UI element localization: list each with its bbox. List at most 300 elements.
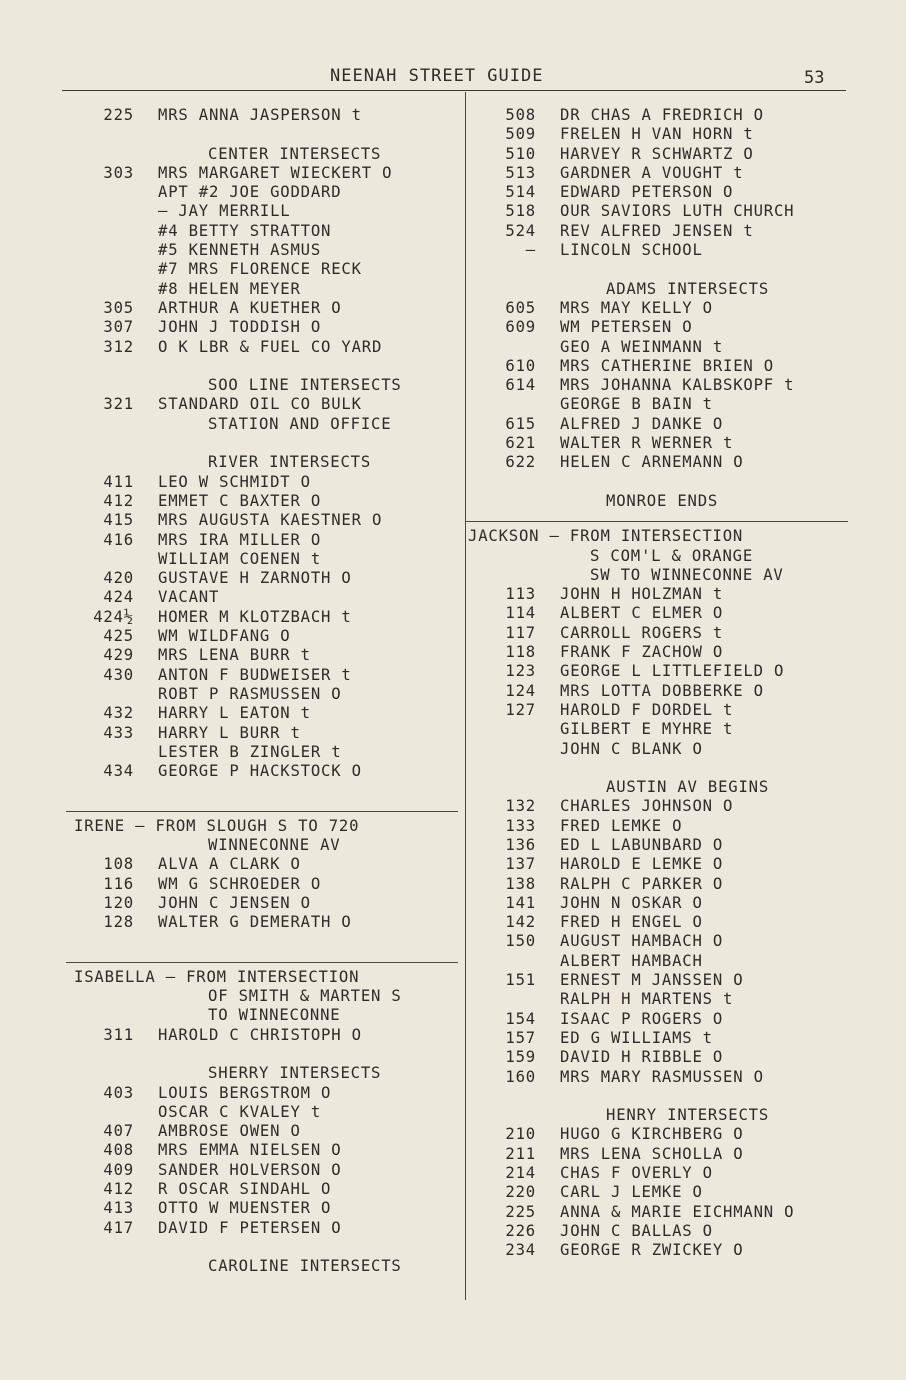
listing-row [466, 1203, 846, 1222]
resident-name: MRS LENA BURR t [158, 646, 311, 665]
resident-name: HARVEY R SCHWARTZ O [560, 144, 754, 163]
continuation-line: WINNECONNE AV [208, 835, 341, 854]
resident-name: MRS JOHANNA KALBSKOPF t [560, 376, 795, 395]
resident-name: CARL J LEMKE O [560, 1183, 703, 1202]
house-number: 524 [505, 221, 536, 240]
listing-row [62, 646, 460, 665]
listing-row [466, 376, 846, 395]
spacer [466, 260, 846, 279]
listing-row [62, 222, 460, 241]
listing-row [62, 704, 460, 723]
listing-row [62, 260, 460, 279]
listing-row [62, 1084, 460, 1103]
house-number: 415 [103, 511, 134, 530]
resident-name: RALPH C PARKER O [560, 874, 724, 893]
listing-row [62, 511, 460, 530]
house-number: 133 [505, 816, 536, 835]
listing-row [62, 1180, 460, 1199]
resident-name: ARTHUR A KUETHER O [158, 298, 342, 317]
house-number: 321 [103, 395, 134, 414]
intersection-heading: HENRY INTERSECTS [606, 1106, 770, 1125]
house-number: 141 [505, 893, 536, 912]
resident-name: MRS LOTTA DOBBERKE O [560, 681, 764, 700]
spacer [62, 1045, 460, 1064]
house-number: 305 [103, 298, 134, 317]
resident-name: DR CHAS A FREDRICH O [560, 106, 764, 124]
house-number: 407 [103, 1122, 134, 1141]
spacer [62, 781, 460, 800]
house-number [466, 990, 536, 1009]
listing-row [466, 1010, 846, 1029]
resident-name: WM G SCHROEDER O [158, 874, 322, 893]
spacer [466, 1087, 846, 1106]
listing-row [62, 1161, 460, 1180]
listing-row [466, 1125, 846, 1144]
house-number: 307 [103, 318, 134, 337]
intersection-heading: MONROE ENDS [606, 491, 719, 510]
house-number [62, 260, 134, 279]
spacer [62, 932, 460, 951]
listing-row [466, 1048, 846, 1067]
listing-row [466, 125, 846, 144]
house-number: 615 [505, 414, 536, 433]
resident-name: ANTON F BUDWEISER t [158, 665, 352, 684]
house-number [62, 222, 134, 241]
listing-row [466, 797, 846, 816]
spacer [466, 473, 846, 492]
house-number: — [525, 241, 536, 260]
intersection-heading: SHERRY INTERSECTS [208, 1064, 382, 1083]
house-number [62, 1103, 134, 1122]
resident-name: HUGO G KIRCHBERG O [560, 1125, 744, 1144]
listing-row [62, 473, 460, 492]
resident-name: OUR SAVIORS LUTH CHURCH [560, 202, 795, 221]
listing-row [466, 145, 846, 164]
house-number: 123 [505, 662, 536, 681]
house-number: 137 [505, 855, 536, 874]
house-number: 142 [505, 913, 536, 932]
listing-row [466, 1241, 846, 1260]
house-number [62, 685, 134, 704]
section-rule [466, 521, 848, 522]
resident-name: EMMET C BAXTER O [158, 491, 322, 510]
house-number: 225 [505, 1202, 536, 1221]
listing-row [466, 971, 846, 990]
page-number: 53 [804, 68, 825, 88]
section-rule [66, 962, 458, 963]
resident-name: SANDER HOLVERSON O [158, 1160, 342, 1179]
resident-name: VACANT [158, 588, 220, 607]
house-number: 108 [103, 855, 134, 874]
listing-row [466, 106, 846, 125]
resident-name: #8 HELEN MEYER [158, 279, 301, 298]
house-number: 412 [103, 1180, 134, 1199]
listing-row [466, 1068, 846, 1087]
listing-row [466, 585, 846, 604]
listing-row [466, 952, 846, 971]
resident-name: MRS CATHERINE BRIEN O [560, 356, 774, 375]
resident-name: MRS MARGARET WIECKERT O [158, 163, 393, 182]
house-number [62, 202, 134, 221]
spacer [62, 357, 460, 376]
resident-name: ALFRED J DANKE O [560, 414, 724, 433]
listing-row [466, 1164, 846, 1183]
house-number: 117 [505, 623, 536, 642]
listing-row [466, 395, 846, 414]
resident-name: MRS MARY RASMUSSEN O [560, 1067, 764, 1086]
house-number: 425 [103, 627, 134, 646]
resident-name: OTTO W MUENSTER O [158, 1199, 332, 1218]
listing-row [62, 1141, 460, 1160]
resident-name: R OSCAR SINDAHL O [158, 1180, 332, 1199]
intersection-heading: RIVER INTERSECTS [208, 453, 372, 472]
header-rule [62, 90, 846, 91]
continuation-line: TO WINNECONNE [208, 1006, 341, 1025]
resident-name: JOHN C JENSEN O [158, 893, 311, 912]
house-number: 114 [505, 604, 536, 623]
right-column [466, 106, 846, 1261]
resident-name: GEORGE P HACKSTOCK O [158, 762, 362, 781]
house-number: 225 [103, 106, 134, 124]
listing-row [466, 682, 846, 701]
resident-name: WALTER R WERNER t [560, 434, 734, 453]
listing-row [466, 990, 846, 1009]
house-number: 614 [505, 376, 536, 395]
listing-row [466, 318, 846, 337]
intersection-heading: ADAMS INTERSECTS [606, 279, 770, 298]
listing-row [62, 241, 460, 260]
intersection-heading: CAROLINE INTERSECTS [208, 1257, 402, 1276]
listing-row [466, 299, 846, 318]
listing-row [62, 395, 460, 414]
house-number [62, 280, 134, 299]
house-number: 116 [103, 874, 134, 893]
listing-row [466, 1183, 846, 1202]
house-number: 220 [505, 1183, 536, 1202]
listing-row [62, 666, 460, 685]
resident-name: MRS LENA SCHOLLA O [560, 1144, 744, 1163]
resident-name: CHAS F OVERLY O [560, 1164, 713, 1183]
listing-row [62, 913, 460, 932]
listing-row [466, 817, 846, 836]
house-number: 417 [103, 1218, 134, 1237]
listing-row [466, 434, 846, 453]
resident-name: HARRY L BURR t [158, 723, 301, 742]
house-number: 303 [103, 163, 134, 182]
resident-name: FRED H ENGEL O [560, 913, 703, 932]
listing-row [466, 855, 846, 874]
continuation-line: STATION AND OFFICE [208, 414, 392, 433]
resident-name: ROBT P RASMUSSEN O [158, 684, 342, 703]
resident-name: GARDNER A VOUGHT t [560, 163, 744, 182]
resident-name: #7 MRS FLORENCE RECK [158, 260, 362, 279]
continuation-line: SW TO WINNECONNE AV [590, 565, 784, 584]
resident-name: RALPH H MARTENS t [560, 990, 734, 1009]
listing-row [466, 1029, 846, 1048]
listing-row [62, 1103, 460, 1122]
house-number: 136 [505, 835, 536, 854]
spacer [466, 759, 846, 778]
listing-row [62, 855, 460, 874]
house-number: 403 [103, 1083, 134, 1102]
resident-name: ED G WILLIAMS t [560, 1028, 713, 1047]
house-number: 210 [505, 1125, 536, 1144]
house-number: 416 [103, 530, 134, 549]
resident-name: CARROLL ROGERS t [560, 623, 724, 642]
house-number: 518 [505, 202, 536, 221]
resident-name: ALBERT HAMBACH [560, 951, 703, 970]
resident-name: WILLIAM COENEN t [158, 549, 322, 568]
house-number: 159 [505, 1048, 536, 1067]
listing-row [62, 1026, 460, 1045]
listing-row [466, 701, 846, 720]
resident-name: DAVID H RIBBLE O [560, 1048, 724, 1067]
resident-name: ANNA & MARIE EICHMANN O [560, 1202, 795, 1221]
house-number: 429 [103, 646, 134, 665]
house-number: 424½ [93, 607, 134, 626]
house-number: 411 [103, 472, 134, 491]
house-number: 120 [103, 893, 134, 912]
resident-name: HAROLD C CHRISTOPH O [158, 1025, 362, 1044]
listing-row [62, 492, 460, 511]
resident-name: GEORGE L LITTLEFIELD O [560, 662, 785, 681]
house-number: 113 [505, 585, 536, 604]
resident-name: — JAY MERRILL [158, 202, 291, 221]
resident-name: CHARLES JOHNSON O [560, 797, 734, 816]
resident-name: AMBROSE OWEN O [158, 1122, 301, 1141]
resident-name: WM PETERSEN O [560, 318, 693, 337]
resident-name: MRS ANNA JASPERSON t [158, 106, 362, 124]
resident-name: GEORGE R ZWICKEY O [560, 1241, 744, 1260]
house-number: 424 [103, 588, 134, 607]
resident-name: MRS AUGUSTA KAESTNER O [158, 511, 383, 530]
listing-row [466, 740, 846, 759]
resident-name: JOHN H HOLZMAN t [560, 585, 724, 604]
listing-row [62, 627, 460, 646]
listing-row [62, 685, 460, 704]
intersection-heading: AUSTIN AV BEGINS [606, 778, 770, 797]
resident-name: MRS IRA MILLER O [158, 530, 322, 549]
resident-name: LOUIS BERGSTROM O [158, 1083, 332, 1102]
house-number: 432 [103, 704, 134, 723]
listing-row [466, 1222, 846, 1241]
resident-name: LEO W SCHMIDT O [158, 472, 311, 491]
house-number: 514 [505, 183, 536, 202]
resident-name: JOHN C BLANK O [560, 739, 703, 758]
resident-name: AUGUST HAMBACH O [560, 932, 724, 951]
listing-row [466, 357, 846, 376]
listing-row [62, 724, 460, 743]
spacer [62, 434, 460, 453]
resident-name: APT #2 JOE GODDARD [158, 183, 342, 202]
listing-row [466, 913, 846, 932]
resident-name: O K LBR & FUEL CO YARD [158, 337, 383, 356]
listing-row [466, 932, 846, 951]
section-rule [66, 811, 458, 812]
listing-row [62, 894, 460, 913]
listing-row [466, 415, 846, 434]
listing-row [62, 299, 460, 318]
resident-name: OSCAR C KVALEY t [158, 1102, 322, 1121]
house-number: 118 [505, 643, 536, 662]
listing-row [466, 624, 846, 643]
listing-row [62, 588, 460, 607]
resident-name: HAROLD E LEMKE O [560, 855, 724, 874]
house-number: 151 [505, 971, 536, 990]
house-number: 434 [103, 762, 134, 781]
resident-name: MRS MAY KELLY O [560, 298, 713, 317]
house-number: 433 [103, 723, 134, 742]
resident-name: HARRY L EATON t [158, 704, 311, 723]
house-number: 226 [505, 1221, 536, 1240]
listing-row [62, 183, 460, 202]
intersection-heading: CENTER INTERSECTS [208, 144, 382, 163]
house-number [62, 183, 134, 202]
listing-row [62, 280, 460, 299]
listing-row [466, 875, 846, 894]
listing-row [466, 604, 846, 623]
house-number [466, 338, 536, 357]
resident-name: LESTER B ZINGLER t [158, 742, 342, 761]
house-number: 128 [103, 913, 134, 932]
resident-name: JOHN N OSKAR O [560, 893, 703, 912]
street-heading: JACKSON — FROM INTERSECTION [468, 527, 744, 546]
listing-row [62, 762, 460, 781]
resident-name: REV ALFRED JENSEN t [560, 221, 754, 240]
house-number: 412 [103, 491, 134, 510]
listing-row [62, 338, 460, 357]
resident-name: ISAAC P ROGERS O [560, 1009, 724, 1028]
spacer [62, 125, 460, 144]
house-number [62, 241, 134, 260]
resident-name: WM WILDFANG O [158, 627, 291, 646]
listing-row [466, 241, 846, 260]
house-number: 408 [103, 1141, 134, 1160]
resident-name: JOHN C BALLAS O [560, 1221, 713, 1240]
listing-row [62, 202, 460, 221]
house-number: 621 [505, 434, 536, 453]
resident-name: #5 KENNETH ASMUS [158, 241, 322, 260]
house-number [466, 720, 536, 739]
house-number: 150 [505, 932, 536, 951]
house-number: 124 [505, 681, 536, 700]
street-heading: ISABELLA — FROM INTERSECTION [74, 967, 360, 986]
listing-row [62, 1122, 460, 1141]
house-number: 154 [505, 1009, 536, 1028]
house-number: 510 [505, 144, 536, 163]
house-number: 211 [505, 1144, 536, 1163]
listing-row [62, 569, 460, 588]
house-number: 234 [505, 1241, 536, 1260]
house-number [466, 740, 536, 759]
continuation-line: S COM'L & ORANGE [590, 546, 754, 565]
listing-row [466, 1145, 846, 1164]
house-number: 311 [103, 1025, 134, 1044]
street-heading: IRENE — FROM SLOUGH S TO 720 [74, 816, 360, 835]
listing-row [466, 662, 846, 681]
listing-row [466, 338, 846, 357]
resident-name: WALTER G DEMERATH O [158, 913, 352, 932]
listing-row [62, 1219, 460, 1238]
resident-name: DAVID F PETERSEN O [158, 1218, 342, 1237]
house-number: 409 [103, 1160, 134, 1179]
resident-name: HELEN C ARNEMANN O [560, 453, 744, 472]
listing-row [466, 836, 846, 855]
listing-row [466, 164, 846, 183]
resident-name: MRS EMMA NIELSEN O [158, 1141, 342, 1160]
spacer [62, 1238, 460, 1257]
resident-name: HAROLD F DORDEL t [560, 700, 734, 719]
listing-row [62, 164, 460, 183]
resident-name: ERNEST M JANSSEN O [560, 971, 744, 990]
house-number: 513 [505, 163, 536, 182]
listing-row [466, 894, 846, 913]
resident-name: GEO A WEINMANN t [560, 337, 724, 356]
house-number: 605 [505, 298, 536, 317]
listing-row [466, 202, 846, 221]
house-number: 420 [103, 569, 134, 588]
listing-row [466, 183, 846, 202]
listing-row [466, 222, 846, 241]
resident-name: ALBERT C ELMER O [560, 604, 724, 623]
resident-name: LINCOLN SCHOOL [560, 241, 703, 260]
house-number: 610 [505, 356, 536, 375]
continuation-line: OF SMITH & MARTEN S [208, 987, 402, 1006]
house-number: 157 [505, 1028, 536, 1047]
resident-name: #4 BETTY STRATTON [158, 221, 332, 240]
listing-row [62, 875, 460, 894]
house-number: 132 [505, 797, 536, 816]
listing-row [62, 550, 460, 569]
listing-row [62, 608, 460, 627]
house-number [466, 395, 536, 414]
listing-row [62, 531, 460, 550]
resident-name: JOHN J TODDISH O [158, 318, 322, 337]
left-column [62, 106, 460, 1277]
listing-row [62, 1199, 460, 1218]
house-number [466, 952, 536, 971]
resident-name: GILBERT E MYHRE t [560, 720, 734, 739]
listing-row [62, 106, 460, 125]
house-number: 127 [505, 700, 536, 719]
house-number: 508 [505, 106, 536, 124]
house-number [62, 550, 134, 569]
house-number: 609 [505, 318, 536, 337]
resident-name: GUSTAVE H ZARNOTH O [158, 569, 352, 588]
resident-name: HOMER M KLOTZBACH t [158, 607, 352, 626]
house-number: 430 [103, 665, 134, 684]
resident-name: ED L LABUNBARD O [560, 835, 724, 854]
resident-name: FRED LEMKE O [560, 816, 683, 835]
house-number [62, 743, 134, 762]
house-number: 413 [103, 1199, 134, 1218]
house-number: 312 [103, 337, 134, 356]
resident-name: GEORGE B BAIN t [560, 395, 713, 414]
resident-name: EDWARD PETERSON O [560, 183, 734, 202]
resident-name: FRELEN H VAN HORN t [560, 125, 754, 144]
house-number: 509 [505, 125, 536, 144]
listing-row [62, 318, 460, 337]
resident-name: FRANK F ZACHOW O [560, 643, 724, 662]
intersection-heading: SOO LINE INTERSECTS [208, 376, 402, 395]
house-number: 622 [505, 453, 536, 472]
listing-row [466, 643, 846, 662]
resident-name: STANDARD OIL CO BULK [158, 395, 362, 414]
house-number: 138 [505, 874, 536, 893]
listing-row [62, 743, 460, 762]
resident-name: ALVA A CLARK O [158, 855, 301, 874]
listing-row [466, 453, 846, 472]
